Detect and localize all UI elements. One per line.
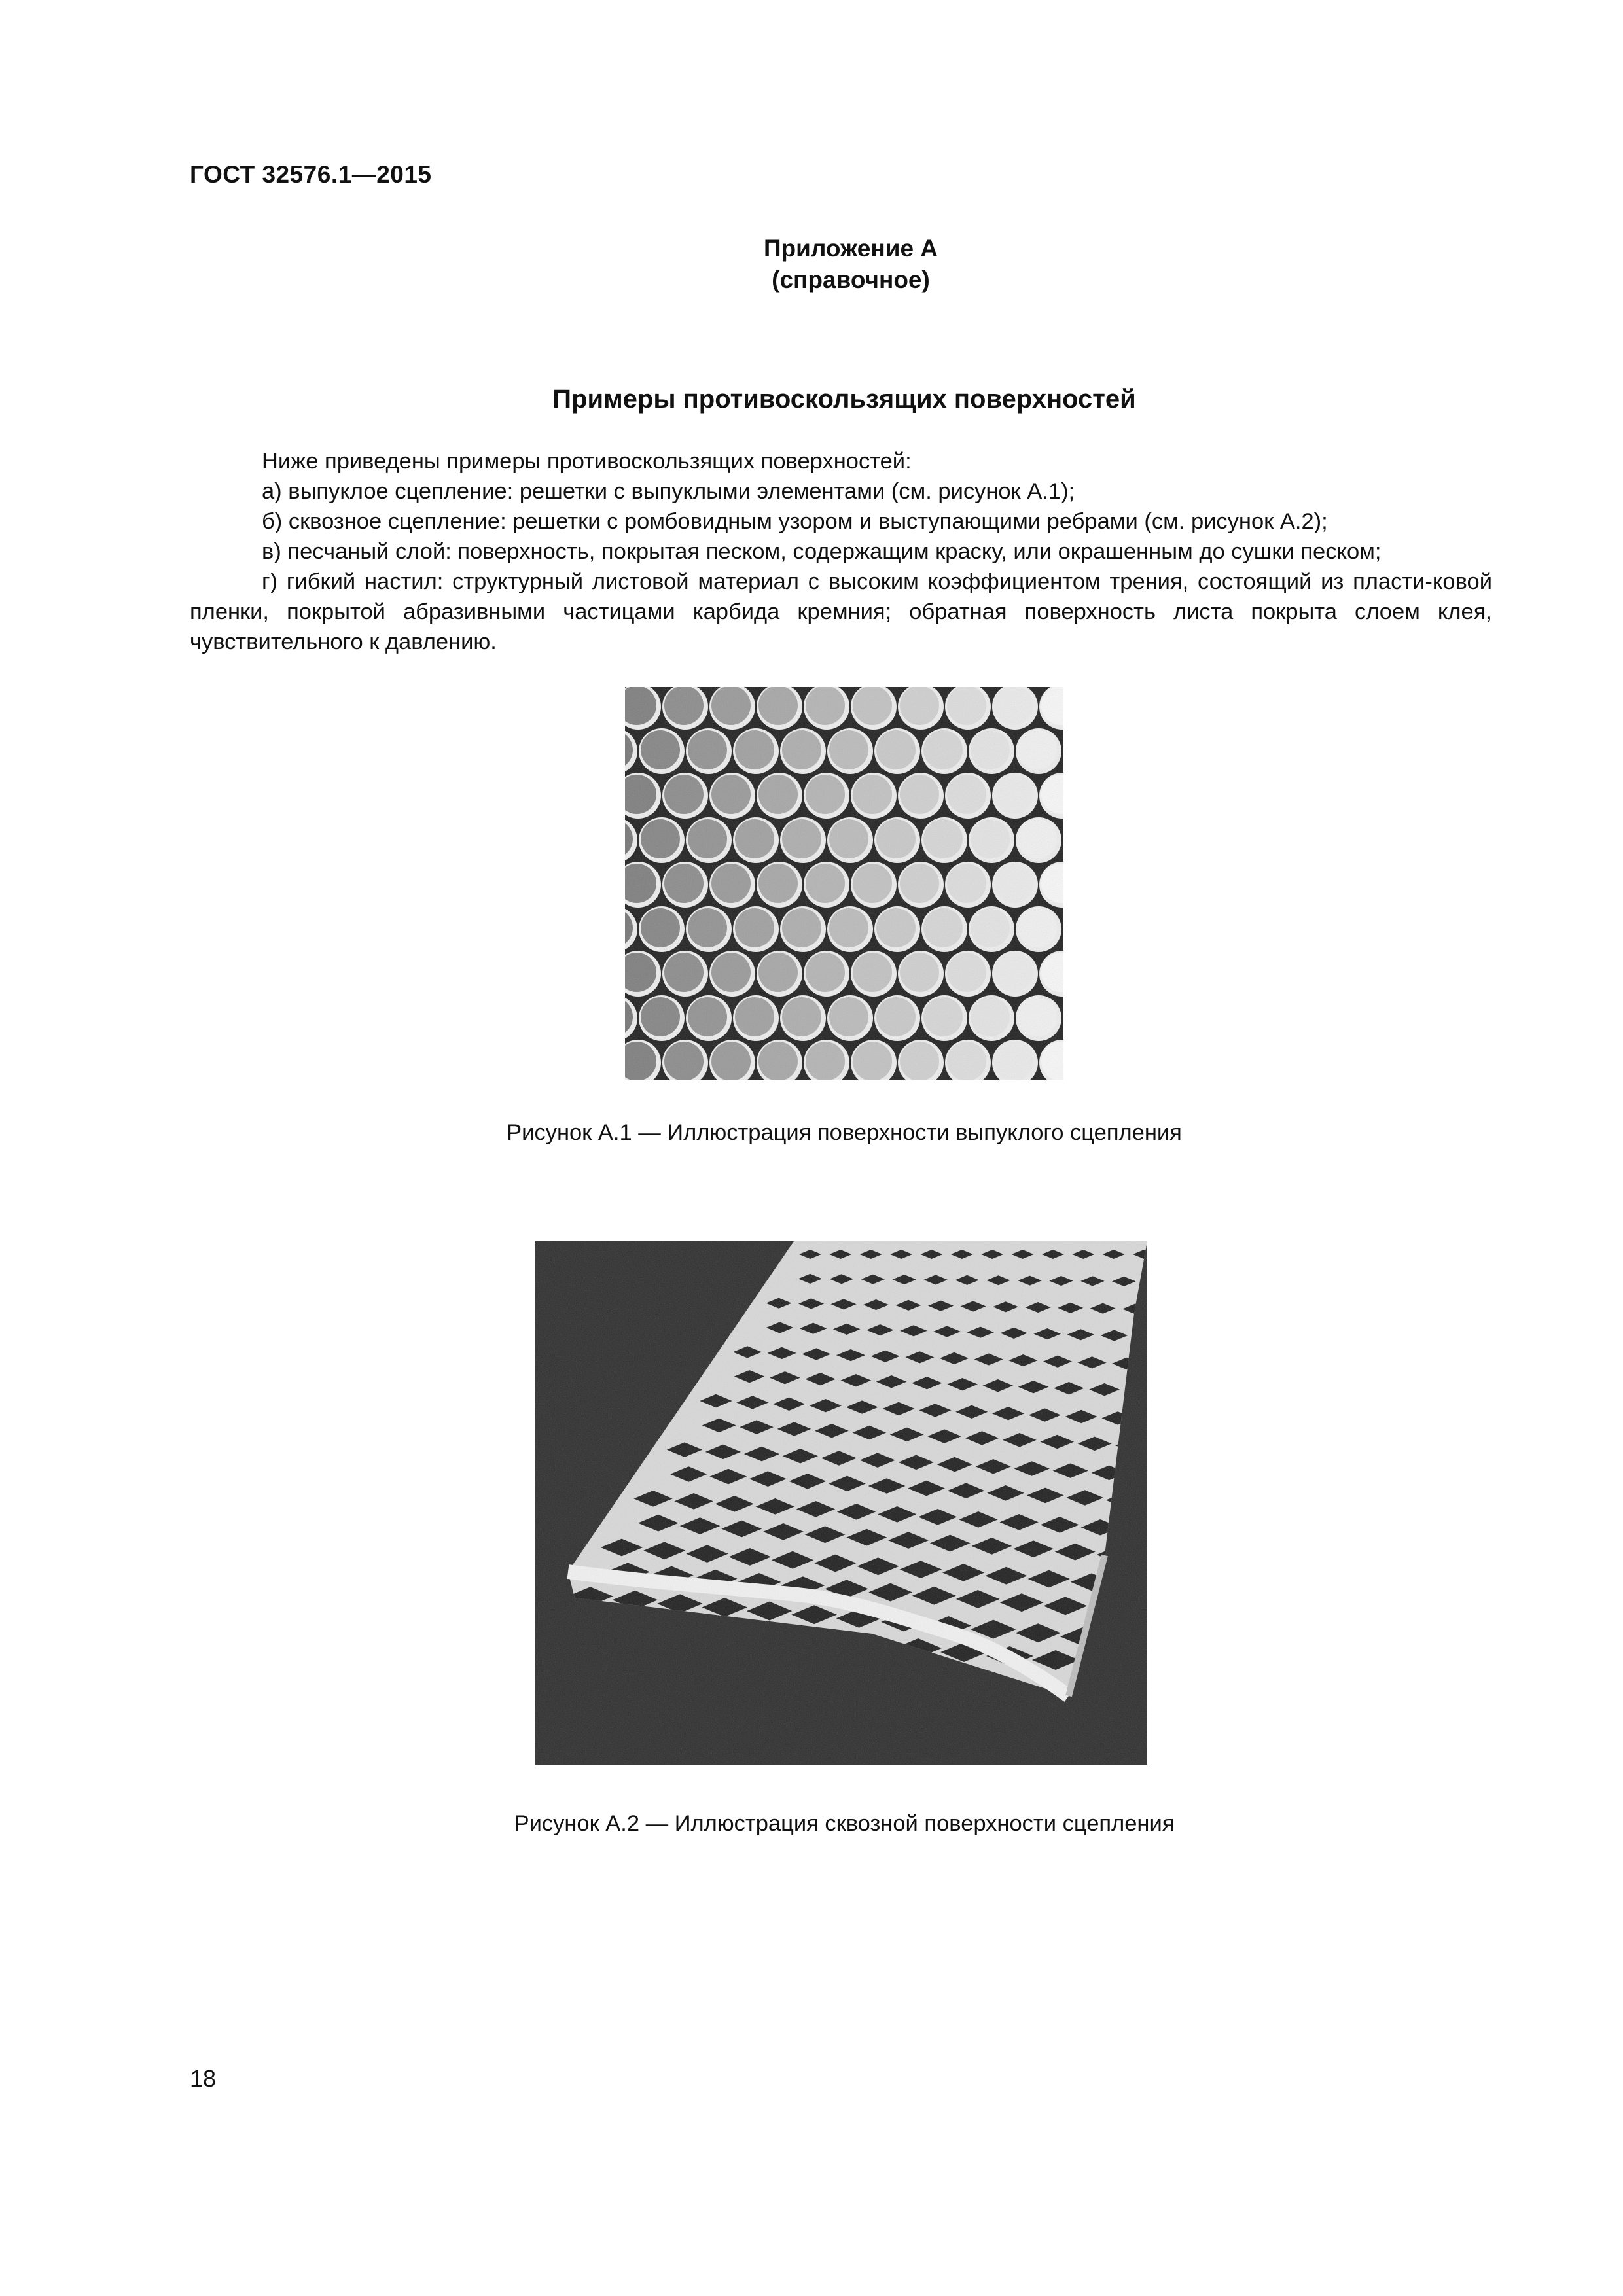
figure-a1-caption: Рисунок А.1 — Иллюстрация поверхности выпуклого сцепления	[507, 1120, 1182, 1145]
annex-subtitle: (справочное)	[772, 266, 930, 293]
document-code: ГОСТ 32576.1—2015	[190, 161, 432, 188]
annex-title: Приложение А	[763, 235, 938, 262]
list-item: б) сквозное сцепление: решетки с ромбовидным узором и выступающими ребрами (см. рисунок А.2);	[262, 509, 1328, 534]
list-item: в) песчаный слой: поверхность, покрытая песком, содержащим краску, или окрашенным до сушки песком;	[262, 539, 1382, 564]
figure-a1-photo	[625, 687, 1063, 1080]
list-item: а) выпуклое сцепление: решетки с выпуклыми элементами (см. рисунок А.1);	[262, 479, 1075, 504]
figure-a2-photo	[535, 1241, 1147, 1765]
page-number: 18	[190, 2065, 217, 2092]
section-title: Примеры противоскользящих поверхностей	[552, 385, 1136, 414]
list-item: г) гибкий настил: структурный листовой материал с высоким коэффициентом трения, состоящий из пласти-ковой пленки, покрытой абразивными частицами карбида кремния; обратная поверхность листа покрыта слоем клея, чувствительного к давлению.	[190, 569, 1492, 654]
body-text	[190, 446, 1492, 657]
figure-a2-caption: Рисунок А.2 — Иллюстрация сквозной поверхности сцепления	[514, 1811, 1175, 1836]
intro-paragraph: Ниже приведены примеры противоскользящих поверхностей:	[262, 449, 912, 474]
